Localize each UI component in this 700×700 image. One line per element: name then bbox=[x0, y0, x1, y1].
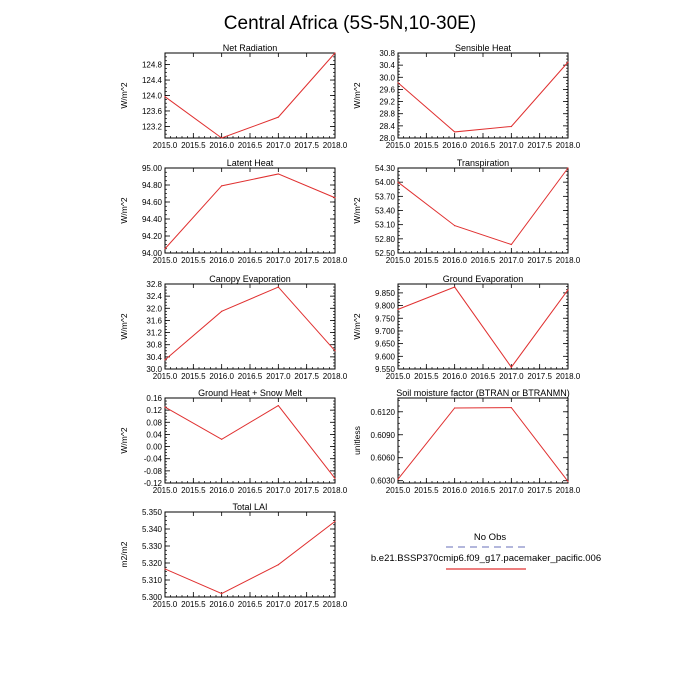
chart-canopy-evaporation-point bbox=[221, 311, 222, 312]
chart-canopy-evaporation-xtick-label: 2017.0 bbox=[266, 372, 291, 381]
chart-transpiration-ytick-label: 54.00 bbox=[374, 178, 395, 188]
legend bbox=[371, 532, 601, 569]
chart-total-lai-point bbox=[334, 521, 335, 522]
chart-ground-heat-snow-melt-ytick-label: -0.12 bbox=[143, 479, 162, 488]
chart-ground-heat-snow-melt-ytick-label: -0.04 bbox=[143, 454, 162, 464]
chart-canopy-evaporation-point bbox=[278, 286, 279, 287]
chart-ground-evaporation-point bbox=[454, 286, 455, 287]
chart-sensible-heat-point bbox=[567, 62, 568, 63]
legend-label-no-obs: No Obs bbox=[473, 532, 507, 543]
chart-total-lai-title: Total LAI bbox=[232, 502, 268, 512]
chart-soil-moisture-factor-btran-or-btranmn-point bbox=[397, 479, 398, 480]
chart-total-lai-xtick-label: 2015.5 bbox=[181, 600, 206, 609]
chart-soil-moisture-factor-btran-or-btranmn bbox=[352, 388, 581, 495]
chart-transpiration-xtick-label: 2016.0 bbox=[442, 256, 467, 265]
chart-latent-heat-xtick-label: 2017.0 bbox=[266, 256, 291, 265]
chart-latent-heat-ytick-label: 94.20 bbox=[141, 232, 162, 241]
chart-net-radiation-xtick-label: 2016.5 bbox=[237, 141, 263, 150]
chart-total-lai-ytick-label: 5.300 bbox=[141, 593, 162, 602]
chart-canopy-evaporation-xtick-label: 2016.0 bbox=[209, 372, 234, 381]
chart-sensible-heat-frame bbox=[398, 53, 568, 138]
chart-net-radiation-xtick-label: 2015.5 bbox=[181, 141, 206, 150]
chart-transpiration-xtick-label: 2015.0 bbox=[385, 256, 411, 265]
chart-net-radiation-ytick-label: 124.0 bbox=[141, 91, 162, 101]
chart-total-lai-ytick-label: 5.330 bbox=[141, 542, 162, 551]
chart-latent-heat-xtick-label: 2018.0 bbox=[322, 256, 348, 265]
chart-net-radiation-xtick-label: 2015.0 bbox=[152, 141, 178, 150]
chart-ground-evaporation-point bbox=[511, 367, 512, 368]
chart-transpiration-frame bbox=[398, 168, 568, 253]
chart-ground-heat-snow-melt-xtick-label: 2018.0 bbox=[322, 486, 348, 495]
chart-soil-moisture-factor-btran-or-btranmn-frame bbox=[398, 398, 568, 483]
chart-canopy-evaporation-ytick-label: 30.4 bbox=[146, 352, 162, 362]
chart-net-radiation-point bbox=[221, 137, 222, 138]
chart-sensible-heat-ytick-label: 28.4 bbox=[379, 121, 395, 131]
chart-ground-heat-snow-melt-xtick-label: 2016.5 bbox=[237, 486, 263, 495]
chart-transpiration-ytick-label: 53.10 bbox=[374, 220, 395, 230]
chart-canopy-evaporation-xtick-label: 2017.5 bbox=[294, 372, 319, 381]
chart-transpiration bbox=[352, 158, 581, 265]
chart-canopy-evaporation bbox=[119, 274, 348, 381]
panel-grid bbox=[119, 43, 581, 609]
chart-soil-moisture-factor-btran-or-btranmn-xtick-label: 2017.5 bbox=[527, 486, 552, 495]
chart-total-lai-ytick-label: 5.320 bbox=[141, 559, 162, 568]
chart-sensible-heat-xtick-label: 2017.5 bbox=[527, 141, 552, 150]
chart-net-radiation-ytick-label: 123.2 bbox=[141, 122, 162, 132]
chart-transpiration-ytick-label: 53.40 bbox=[374, 206, 395, 216]
chart-soil-moisture-factor-btran-or-btranmn-xtick-label: 2015.5 bbox=[414, 486, 439, 495]
chart-sensible-heat-point bbox=[454, 131, 455, 132]
chart-ground-evaporation-ytick-label: 9.700 bbox=[374, 326, 395, 336]
chart-total-lai-point bbox=[278, 564, 279, 565]
chart-sensible-heat-xtick-label: 2016.5 bbox=[470, 141, 496, 150]
chart-total-lai-frame bbox=[165, 512, 335, 597]
chart-ground-evaporation-xtick-label: 2015.0 bbox=[385, 372, 411, 381]
chart-ground-heat-snow-melt-series-line bbox=[165, 406, 335, 479]
chart-net-radiation-title: Net Radiation bbox=[222, 43, 278, 53]
chart-net-radiation-xtick-label: 2017.0 bbox=[266, 141, 291, 150]
chart-sensible-heat-xtick-label: 2015.5 bbox=[414, 141, 439, 150]
chart-soil-moisture-factor-btran-or-btranmn-ytick-label: 0.6120 bbox=[370, 407, 395, 417]
chart-sensible-heat-ylabel: W/m^2 bbox=[352, 82, 362, 109]
chart-total-lai-xtick-label: 2017.5 bbox=[294, 600, 319, 609]
chart-ground-heat-snow-melt-point bbox=[334, 478, 335, 479]
chart-ground-evaporation-xtick-label: 2015.5 bbox=[414, 372, 439, 381]
chart-latent-heat-xtick-label: 2016.0 bbox=[209, 256, 234, 265]
chart-transpiration-point bbox=[397, 182, 398, 183]
chart-ground-evaporation-point bbox=[397, 309, 398, 310]
chart-soil-moisture-factor-btran-or-btranmn-ytick-label: 0.6060 bbox=[370, 453, 395, 463]
chart-canopy-evaporation-point bbox=[334, 350, 335, 351]
chart-transpiration-series-line bbox=[398, 168, 568, 245]
chart-transpiration-ylabel: W/m^2 bbox=[352, 197, 362, 224]
chart-transpiration-ytick-label: 52.80 bbox=[374, 234, 395, 244]
chart-soil-moisture-factor-btran-or-btranmn-point bbox=[567, 481, 568, 482]
chart-sensible-heat-series-line bbox=[398, 62, 568, 132]
chart-canopy-evaporation-ytick-label: 32.0 bbox=[146, 304, 162, 314]
chart-latent-heat-frame bbox=[165, 168, 335, 253]
chart-net-radiation-point bbox=[278, 117, 279, 118]
chart-latent-heat-ytick-label: 94.60 bbox=[141, 198, 162, 207]
chart-total-lai-xtick-label: 2015.0 bbox=[152, 600, 178, 609]
chart-transpiration-ytick-label: 54.30 bbox=[374, 164, 395, 173]
figure-title: Central Africa (5S-5N,10-30E) bbox=[223, 13, 477, 34]
chart-net-radiation-ylabel: W/m^2 bbox=[119, 82, 129, 109]
chart-transpiration-point bbox=[511, 244, 512, 245]
chart-total-lai-xtick-label: 2016.0 bbox=[209, 600, 234, 609]
chart-soil-moisture-factor-btran-or-btranmn-series-line bbox=[398, 408, 568, 482]
chart-total-lai-ytick-label: 5.310 bbox=[141, 576, 162, 585]
chart-latent-heat-ytick-label: 94.40 bbox=[141, 215, 162, 224]
chart-ground-heat-snow-melt-ytick-label: 0.12 bbox=[146, 406, 162, 416]
chart-latent-heat-ytick-label: 95.00 bbox=[141, 164, 162, 173]
chart-total-lai-xtick-label: 2017.0 bbox=[266, 600, 291, 609]
chart-total-lai-point bbox=[164, 568, 165, 569]
chart-ground-evaporation-xtick-label: 2017.5 bbox=[527, 372, 552, 381]
chart-net-radiation-point bbox=[164, 96, 165, 97]
chart-ground-heat-snow-melt-ytick-label: 0.00 bbox=[146, 442, 162, 452]
chart-soil-moisture-factor-btran-or-btranmn-point bbox=[454, 407, 455, 408]
chart-ground-evaporation-ytick-label: 9.800 bbox=[374, 301, 395, 311]
chart-net-radiation-ytick-label: 124.4 bbox=[141, 76, 162, 86]
chart-net-radiation-series-line bbox=[165, 53, 335, 138]
chart-latent-heat-point bbox=[164, 248, 165, 249]
chart-ground-evaporation bbox=[352, 274, 581, 381]
chart-sensible-heat-point bbox=[397, 82, 398, 83]
chart-sensible-heat-xtick-label: 2017.0 bbox=[499, 141, 524, 150]
chart-total-lai bbox=[119, 502, 348, 609]
chart-net-radiation-ytick-label: 124.8 bbox=[141, 60, 162, 70]
chart-transpiration-xtick-label: 2017.5 bbox=[527, 256, 552, 265]
chart-sensible-heat-point bbox=[511, 126, 512, 127]
chart-ground-evaporation-ytick-label: 9.600 bbox=[374, 352, 395, 362]
chart-canopy-evaporation-ytick-label: 32.4 bbox=[146, 292, 162, 302]
chart-sensible-heat-xtick-label: 2015.0 bbox=[385, 141, 411, 150]
chart-net-radiation bbox=[119, 43, 348, 150]
chart-canopy-evaporation-title: Canopy Evaporation bbox=[209, 274, 291, 284]
chart-ground-evaporation-ytick-label: 9.550 bbox=[374, 365, 395, 374]
chart-latent-heat-xtick-label: 2017.5 bbox=[294, 256, 319, 265]
chart-ground-evaporation-title: Ground Evaporation bbox=[442, 274, 524, 284]
chart-sensible-heat-ytick-label: 29.2 bbox=[379, 97, 395, 107]
chart-ground-evaporation-xtick-label: 2016.5 bbox=[470, 372, 496, 381]
chart-soil-moisture-factor-btran-or-btranmn-xtick-label: 2016.0 bbox=[442, 486, 467, 495]
chart-ground-heat-snow-melt-xtick-label: 2017.0 bbox=[266, 486, 291, 495]
chart-transpiration-title: Transpiration bbox=[456, 158, 510, 168]
chart-soil-moisture-factor-btran-or-btranmn-xtick-label: 2015.0 bbox=[385, 486, 411, 495]
chart-canopy-evaporation-ytick-label: 30.8 bbox=[146, 340, 162, 350]
chart-canopy-evaporation-ylabel: W/m^2 bbox=[119, 313, 129, 340]
chart-ground-heat-snow-melt-ytick-label: 0.16 bbox=[146, 394, 162, 403]
chart-soil-moisture-factor-btran-or-btranmn-ylabel: unitless bbox=[352, 426, 362, 455]
chart-total-lai-xtick-label: 2018.0 bbox=[322, 600, 348, 609]
chart-ground-evaporation-point bbox=[567, 289, 568, 290]
chart-soil-moisture-factor-btran-or-btranmn-xtick-label: 2018.0 bbox=[555, 486, 581, 495]
chart-sensible-heat-title: Sensible Heat bbox=[454, 43, 512, 53]
chart-total-lai-series-line bbox=[165, 521, 335, 593]
chart-canopy-evaporation-series-line bbox=[165, 287, 335, 360]
chart-transpiration-xtick-label: 2015.5 bbox=[414, 256, 439, 265]
chart-latent-heat-ytick-label: 94.00 bbox=[141, 249, 162, 258]
chart-sensible-heat-ytick-label: 30.4 bbox=[379, 61, 395, 71]
chart-latent-heat-ytick-label: 94.80 bbox=[141, 181, 162, 190]
chart-soil-moisture-factor-btran-or-btranmn-ytick-label: 0.6030 bbox=[370, 476, 395, 486]
legend-label-experiment: b.e21.BSSP370cmip6.f09_g17.pacemaker_pacific.006 bbox=[370, 553, 602, 564]
chart-ground-evaporation-xtick-label: 2018.0 bbox=[555, 372, 581, 381]
chart-transpiration-point bbox=[454, 225, 455, 226]
chart-sensible-heat-ytick-label: 28.0 bbox=[379, 134, 395, 143]
chart-sensible-heat-ytick-label: 30.0 bbox=[379, 73, 395, 83]
chart-canopy-evaporation-frame bbox=[165, 284, 335, 369]
chart-soil-moisture-factor-btran-or-btranmn-xtick-label: 2017.0 bbox=[499, 486, 524, 495]
chart-net-radiation-frame bbox=[165, 53, 335, 138]
chart-ground-heat-snow-melt-xtick-label: 2017.5 bbox=[294, 486, 319, 495]
chart-canopy-evaporation-ytick-label: 31.6 bbox=[146, 316, 162, 326]
chart-net-radiation-point bbox=[334, 52, 335, 53]
chart-ground-evaporation-ytick-label: 9.750 bbox=[374, 314, 395, 324]
chart-ground-heat-snow-melt bbox=[119, 388, 348, 495]
chart-transpiration-xtick-label: 2016.5 bbox=[470, 256, 496, 265]
chart-total-lai-ytick-label: 5.340 bbox=[141, 525, 162, 534]
chart-sensible-heat-xtick-label: 2018.0 bbox=[555, 141, 581, 150]
chart-ground-heat-snow-melt-ytick-label: -0.08 bbox=[143, 466, 162, 476]
chart-ground-heat-snow-melt-frame bbox=[165, 398, 335, 483]
chart-total-lai-ytick-label: 5.350 bbox=[141, 508, 162, 517]
chart-canopy-evaporation-xtick-label: 2018.0 bbox=[322, 372, 348, 381]
chart-sensible-heat-xtick-label: 2016.0 bbox=[442, 141, 467, 150]
chart-ground-heat-snow-melt-point bbox=[278, 405, 279, 406]
chart-soil-moisture-factor-btran-or-btranmn-ytick-label: 0.6090 bbox=[370, 430, 395, 440]
chart-transpiration-ytick-label: 53.70 bbox=[374, 192, 395, 202]
chart-net-radiation-xtick-label: 2018.0 bbox=[322, 141, 348, 150]
chart-ground-heat-snow-melt-point bbox=[164, 407, 165, 408]
chart-latent-heat-point bbox=[278, 173, 279, 174]
chart-net-radiation-xtick-label: 2016.0 bbox=[209, 141, 234, 150]
chart-canopy-evaporation-xtick-label: 2015.0 bbox=[152, 372, 178, 381]
chart-ground-evaporation-ylabel: W/m^2 bbox=[352, 313, 362, 340]
chart-soil-moisture-factor-btran-or-btranmn-title: Soil moisture factor (BTRAN or BTRANMN) bbox=[396, 388, 570, 398]
chart-ground-evaporation-ytick-label: 9.850 bbox=[374, 288, 395, 298]
chart-canopy-evaporation-ytick-label: 30.0 bbox=[146, 365, 162, 374]
chart-canopy-evaporation-point bbox=[164, 359, 165, 360]
chart-ground-heat-snow-melt-xtick-label: 2015.5 bbox=[181, 486, 206, 495]
chart-sensible-heat-ytick-label: 29.6 bbox=[379, 85, 395, 95]
chart-latent-heat-xtick-label: 2016.5 bbox=[237, 256, 263, 265]
chart-latent-heat-series-line bbox=[165, 174, 335, 249]
chart-canopy-evaporation-ytick-label: 32.8 bbox=[146, 280, 162, 289]
chart-soil-moisture-factor-btran-or-btranmn-xtick-label: 2016.5 bbox=[470, 486, 496, 495]
chart-total-lai-xtick-label: 2016.5 bbox=[237, 600, 263, 609]
chart-total-lai-point bbox=[221, 593, 222, 594]
chart-transpiration-xtick-label: 2017.0 bbox=[499, 256, 524, 265]
chart-transpiration-xtick-label: 2018.0 bbox=[555, 256, 581, 265]
chart-latent-heat-point bbox=[334, 197, 335, 198]
chart-ground-heat-snow-melt-ytick-label: 0.08 bbox=[146, 418, 162, 428]
chart-ground-evaporation-xtick-label: 2017.0 bbox=[499, 372, 524, 381]
chart-total-lai-ylabel: m2/m2 bbox=[119, 541, 129, 568]
chart-net-radiation-xtick-label: 2017.5 bbox=[294, 141, 319, 150]
chart-canopy-evaporation-ytick-label: 31.2 bbox=[146, 328, 162, 338]
chart-ground-heat-snow-melt-point bbox=[221, 439, 222, 440]
chart-ground-heat-snow-melt-xtick-label: 2015.0 bbox=[152, 486, 178, 495]
chart-sensible-heat-ytick-label: 30.8 bbox=[379, 49, 395, 58]
chart-latent-heat-xtick-label: 2015.5 bbox=[181, 256, 206, 265]
chart-latent-heat-point bbox=[221, 185, 222, 186]
chart-ground-evaporation-xtick-label: 2016.0 bbox=[442, 372, 467, 381]
chart-ground-heat-snow-melt-ytick-label: 0.04 bbox=[146, 430, 162, 440]
chart-latent-heat-ylabel: W/m^2 bbox=[119, 197, 129, 224]
chart-canopy-evaporation-xtick-label: 2015.5 bbox=[181, 372, 206, 381]
chart-latent-heat-title: Latent Heat bbox=[226, 158, 274, 168]
chart-ground-evaporation-ytick-label: 9.650 bbox=[374, 339, 395, 349]
chart-net-radiation-ytick-label: 123.6 bbox=[141, 106, 162, 116]
chart-sensible-heat bbox=[352, 43, 581, 150]
chart-ground-evaporation-series-line bbox=[398, 287, 568, 367]
chart-transpiration-point bbox=[567, 167, 568, 168]
chart-soil-moisture-factor-btran-or-btranmn-point bbox=[511, 407, 512, 408]
chart-ground-heat-snow-melt-xtick-label: 2016.0 bbox=[209, 486, 234, 495]
chart-sensible-heat-ytick-label: 28.8 bbox=[379, 109, 395, 119]
chart-canopy-evaporation-xtick-label: 2016.5 bbox=[237, 372, 263, 381]
chart-ground-heat-snow-melt-ylabel: W/m^2 bbox=[119, 427, 129, 454]
chart-latent-heat bbox=[119, 158, 348, 265]
chart-ground-heat-snow-melt-title: Ground Heat + Snow Melt bbox=[198, 388, 302, 398]
chart-latent-heat-xtick-label: 2015.0 bbox=[152, 256, 178, 265]
chart-transpiration-ytick-label: 52.50 bbox=[374, 249, 395, 258]
